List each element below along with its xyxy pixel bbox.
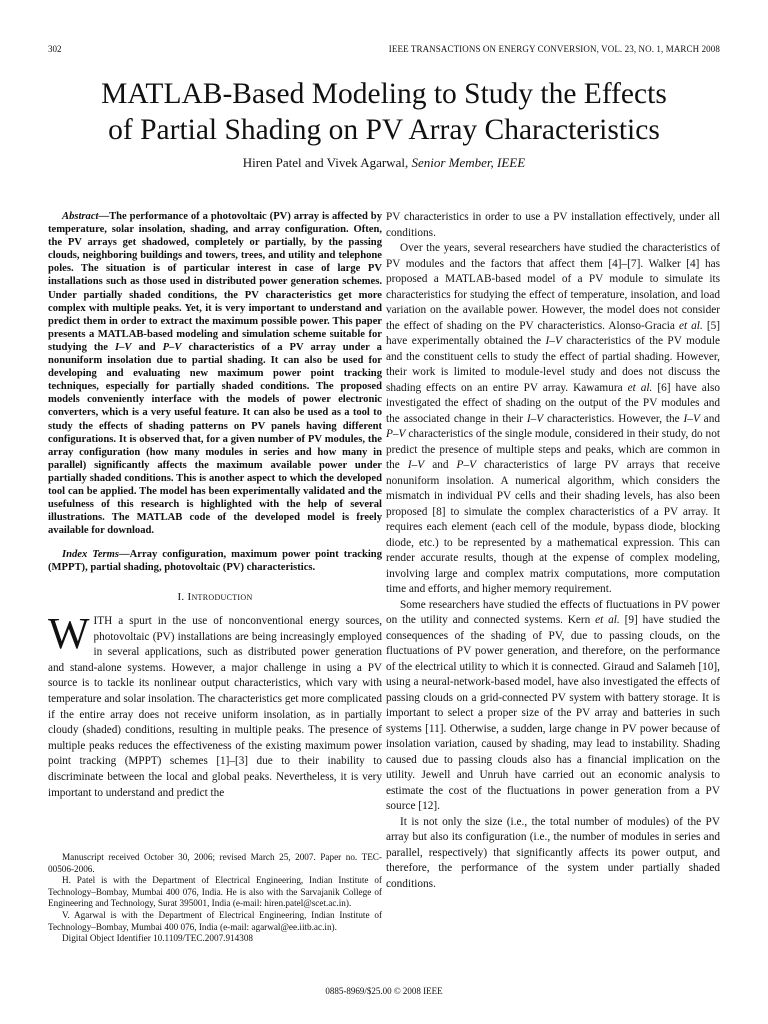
author-membership: Senior Member, IEEE	[411, 155, 526, 170]
p2-iv-4: I–V	[407, 459, 425, 471]
abstract-pv: P–V	[162, 341, 182, 353]
journal-header: IEEE TRANSACTIONS ON ENERGY CONVERSION, VOL. 23, NO. 1, MARCH 2008	[388, 44, 720, 54]
p2-iv-3: I–V	[683, 412, 700, 425]
p2-text-b: [5] have experimentally obtained the	[386, 319, 721, 347]
p3-text-b: [9] have studied the consequences of the shading of PV, due to passing clouds, on the fluctuations of PV power generation, and therefore, on the performance of the electrical utility to which it is connected. Giraud and Salameh [10], using a neural-network-based model, have also investigated the effects of passing clouds on a grid-connected PV system with battery storage. It is important to select a proper size of the PV array and batteries in such systems [11]. Otherwise, a sudden, large change in PV power because of insolation variation, caused by shading, may lead to instability. Shading caused due to passing clouds also has a financial implication on the utility. Jewell and Unruh have carried out an economic analysis to estimate the cost of the fluctuations in power generation from a PV source [12].	[386, 614, 720, 812]
p2-pv-2: P–V	[456, 459, 476, 471]
p2-etal-1: et al.	[678, 319, 703, 332]
p2-text-c: characteristics of the PV module and the constituent cells to study the effect of partial shading. However, their work is limited to module-level study and does not discuss the shading effects on an entire PV array. Kawamura	[386, 335, 720, 394]
footnote-received: Manuscript received October 30, 2006; revised March 25, 2007. Paper no. TEC-00506-2006.	[48, 852, 382, 874]
p3-etal: et al.	[595, 614, 620, 626]
right-paragraph-2	[386, 241, 720, 598]
abstract-dash: —	[98, 211, 110, 222]
right-paragraph-3	[386, 598, 720, 815]
p2-text-a: Over the years, several researchers have studied the characteristics of PV modules and the factors that affect them [4]–[7]. Walker [4] has proposed a MATLAB-based model of a PV module to simulate its characteristics for studying the effect of temperature, insolation, and load variation on the available power. However, the model does not consider the effect of shading on the PV characteristics. Alonso-Gracia	[386, 242, 720, 332]
p2-iv-2: I–V	[526, 412, 544, 425]
section-title: Introduction	[187, 590, 253, 603]
left-column	[48, 210, 382, 801]
footnotes	[48, 852, 382, 945]
p2-and-1: and	[699, 412, 720, 425]
p2-text-f: characteristics of the single module, considered in their study, do not predict the presence of multiple steps and peaks, which are common in the	[386, 428, 720, 471]
p2-and-2: and	[424, 459, 457, 471]
page-number: 302	[48, 44, 62, 54]
section-numeral: I.	[177, 590, 188, 603]
right-column	[386, 210, 720, 892]
index-terms-label: Index Terms	[62, 549, 120, 561]
abstract-text-b: characteristics of a PV array under a nonuniform insolation due to partial shading. It can also be used for developing and evaluating new maximum power point tracking techniques, especially for partially shaded conditions. The proposed models conveniently interface with the models of power electronic converters, which is a very useful feature. It can also be used as a tool to study the effects of shading patterns on PV panels having different configurations. It is observed that, for a given number of PV modules, the array configuration (how many modules in series and how many in parallel) significantly affects the maximum available power under partially shaded conditions. This is another aspect to which the developed tool can be applied. The model has been experimentally validated and the usefulness of this research is highlighted with the help of several illustrations. The MATLAB code of the developed model is freely available for download.	[48, 341, 382, 537]
p3-text-a: Some researchers have studied the effects of fluctuations in PV power on the utility and connected systems. Kern	[386, 598, 720, 626]
footnote-agarwal: V. Agarwal is with the Department of Electrical Engineering, Indian Institute of Technology–Bombay, Mumbai 400 076, India (e-mail: agarwal@ee.iitb.ac.in).	[48, 909, 382, 932]
title-line-1: MATLAB-Based Modeling to Study the Effects	[101, 78, 667, 110]
author-line	[48, 155, 720, 171]
introduction-paragraph	[48, 609, 382, 801]
right-paragraph-4: It is not only the size (i.e., the total number of modules) of the PV array but also its configuration (i.e., the number of modules in series and parallel, respectively) that significantly affects its power output, and therefore, the performance of the system under partially shaded conditions.	[386, 815, 720, 890]
footnote-doi: Digital Object Identifier 10.1109/TEC.2007.914308	[62, 933, 254, 944]
p2-text-e: characteristics. However, the	[543, 412, 684, 425]
p2-text-g: characteristics of large PV arrays that receive nonuniform insolation. A numerical algorithm, which considers the mismatch in individual PV cells and their shading levels, has also been proposed [8] to simulate the complex characteristics of a PV array. It requires each element (each cell of the module, bypass diode, blocking diode, etc.) to be represented by a mathematical expression. This can render accurate results, though at the expense of complex modeling, involving large and complex matrix computations, more computation time and efforts, and higher memory requirement.	[386, 459, 720, 595]
p2-pv-1: P–V	[386, 428, 406, 440]
section-heading-introduction	[48, 590, 382, 606]
title-line-2: of Partial Shading on PV Array Characteristics	[108, 114, 660, 146]
p2-etal-2: et al.	[627, 381, 653, 394]
index-terms-text: Array configuration, maximum power point tracking (MPPT), partial shading, photovoltaic (PV) characteristics.	[48, 549, 382, 574]
index-terms-dash: —	[119, 549, 130, 561]
introduction-text: ITH a spurt in the use of nonconventional energy sources, photovoltaic (PV) installations are being increasingly employed in several applications, such as distributed power generation and stand-alone systems. However, a major challenge in using a PV source is to tackle its nonlinear output characteristics, which vary with temperature and solar insolation. The characteristics get more complicated if the entire array does not receive uniform insolation, as in partially cloudy (shaded) conditions, resulting in multiple peaks. The presence of multiple peaks reduces the effectiveness of the existing maximum power point tracking (MPPT) schemes [1]–[3] due to their inability to discriminate between the local and global peaks. Nevertheless, it is very important to understand and predict the	[48, 615, 382, 799]
paper-title	[48, 76, 720, 148]
abstract-label: Abstract	[62, 211, 99, 222]
abstract-text-a: The performance of a photovoltaic (PV) array is affected by temperature, solar insolation, shading, and array configuration. Often, the PV arrays get shadowed, completely or partially, by the passing clouds, neighboring buildings and towers, trees, and utility and telephone poles. The situation is of particular interest in case of large PV installations such as those used in distributed power generation schemes. Under partially shaded conditions, the PV characteristics get more complex with multiple peaks. Yet, it is very important to understand and predict them in order to extract the maximum possible power. This paper presents a MATLAB-based modeling and simulation scheme suitable for studying the	[48, 211, 382, 353]
p2-text-d: [6] have also investigated the effect of shading on the output of the PV modules and the associated change in their	[386, 381, 720, 425]
footnote-patel: H. Patel is with the Department of Electrical Engineering, Indian Institute of Technology–Bombay, Mumbai 400 076, India. He is also with the Sarvajanik College of Engineering and Technology, Surat 395001, India (e-mail: hiren.patel@scet.ac.in).	[48, 875, 382, 909]
abstract-iv: I–V	[115, 341, 132, 353]
drop-cap: W	[48, 609, 90, 659]
abstract	[48, 210, 382, 537]
p2-iv-1: I–V	[545, 335, 562, 347]
copyright-footer: 0885-8969/$25.00 © 2008 IEEE	[325, 986, 443, 996]
abstract-and: and	[131, 341, 163, 353]
index-terms	[48, 548, 382, 574]
right-paragraph-1: PV characteristics in order to use a PV installation effectively, under all conditions.	[386, 211, 720, 239]
author-names: Hiren Patel and Vivek Agarwal,	[242, 155, 412, 170]
